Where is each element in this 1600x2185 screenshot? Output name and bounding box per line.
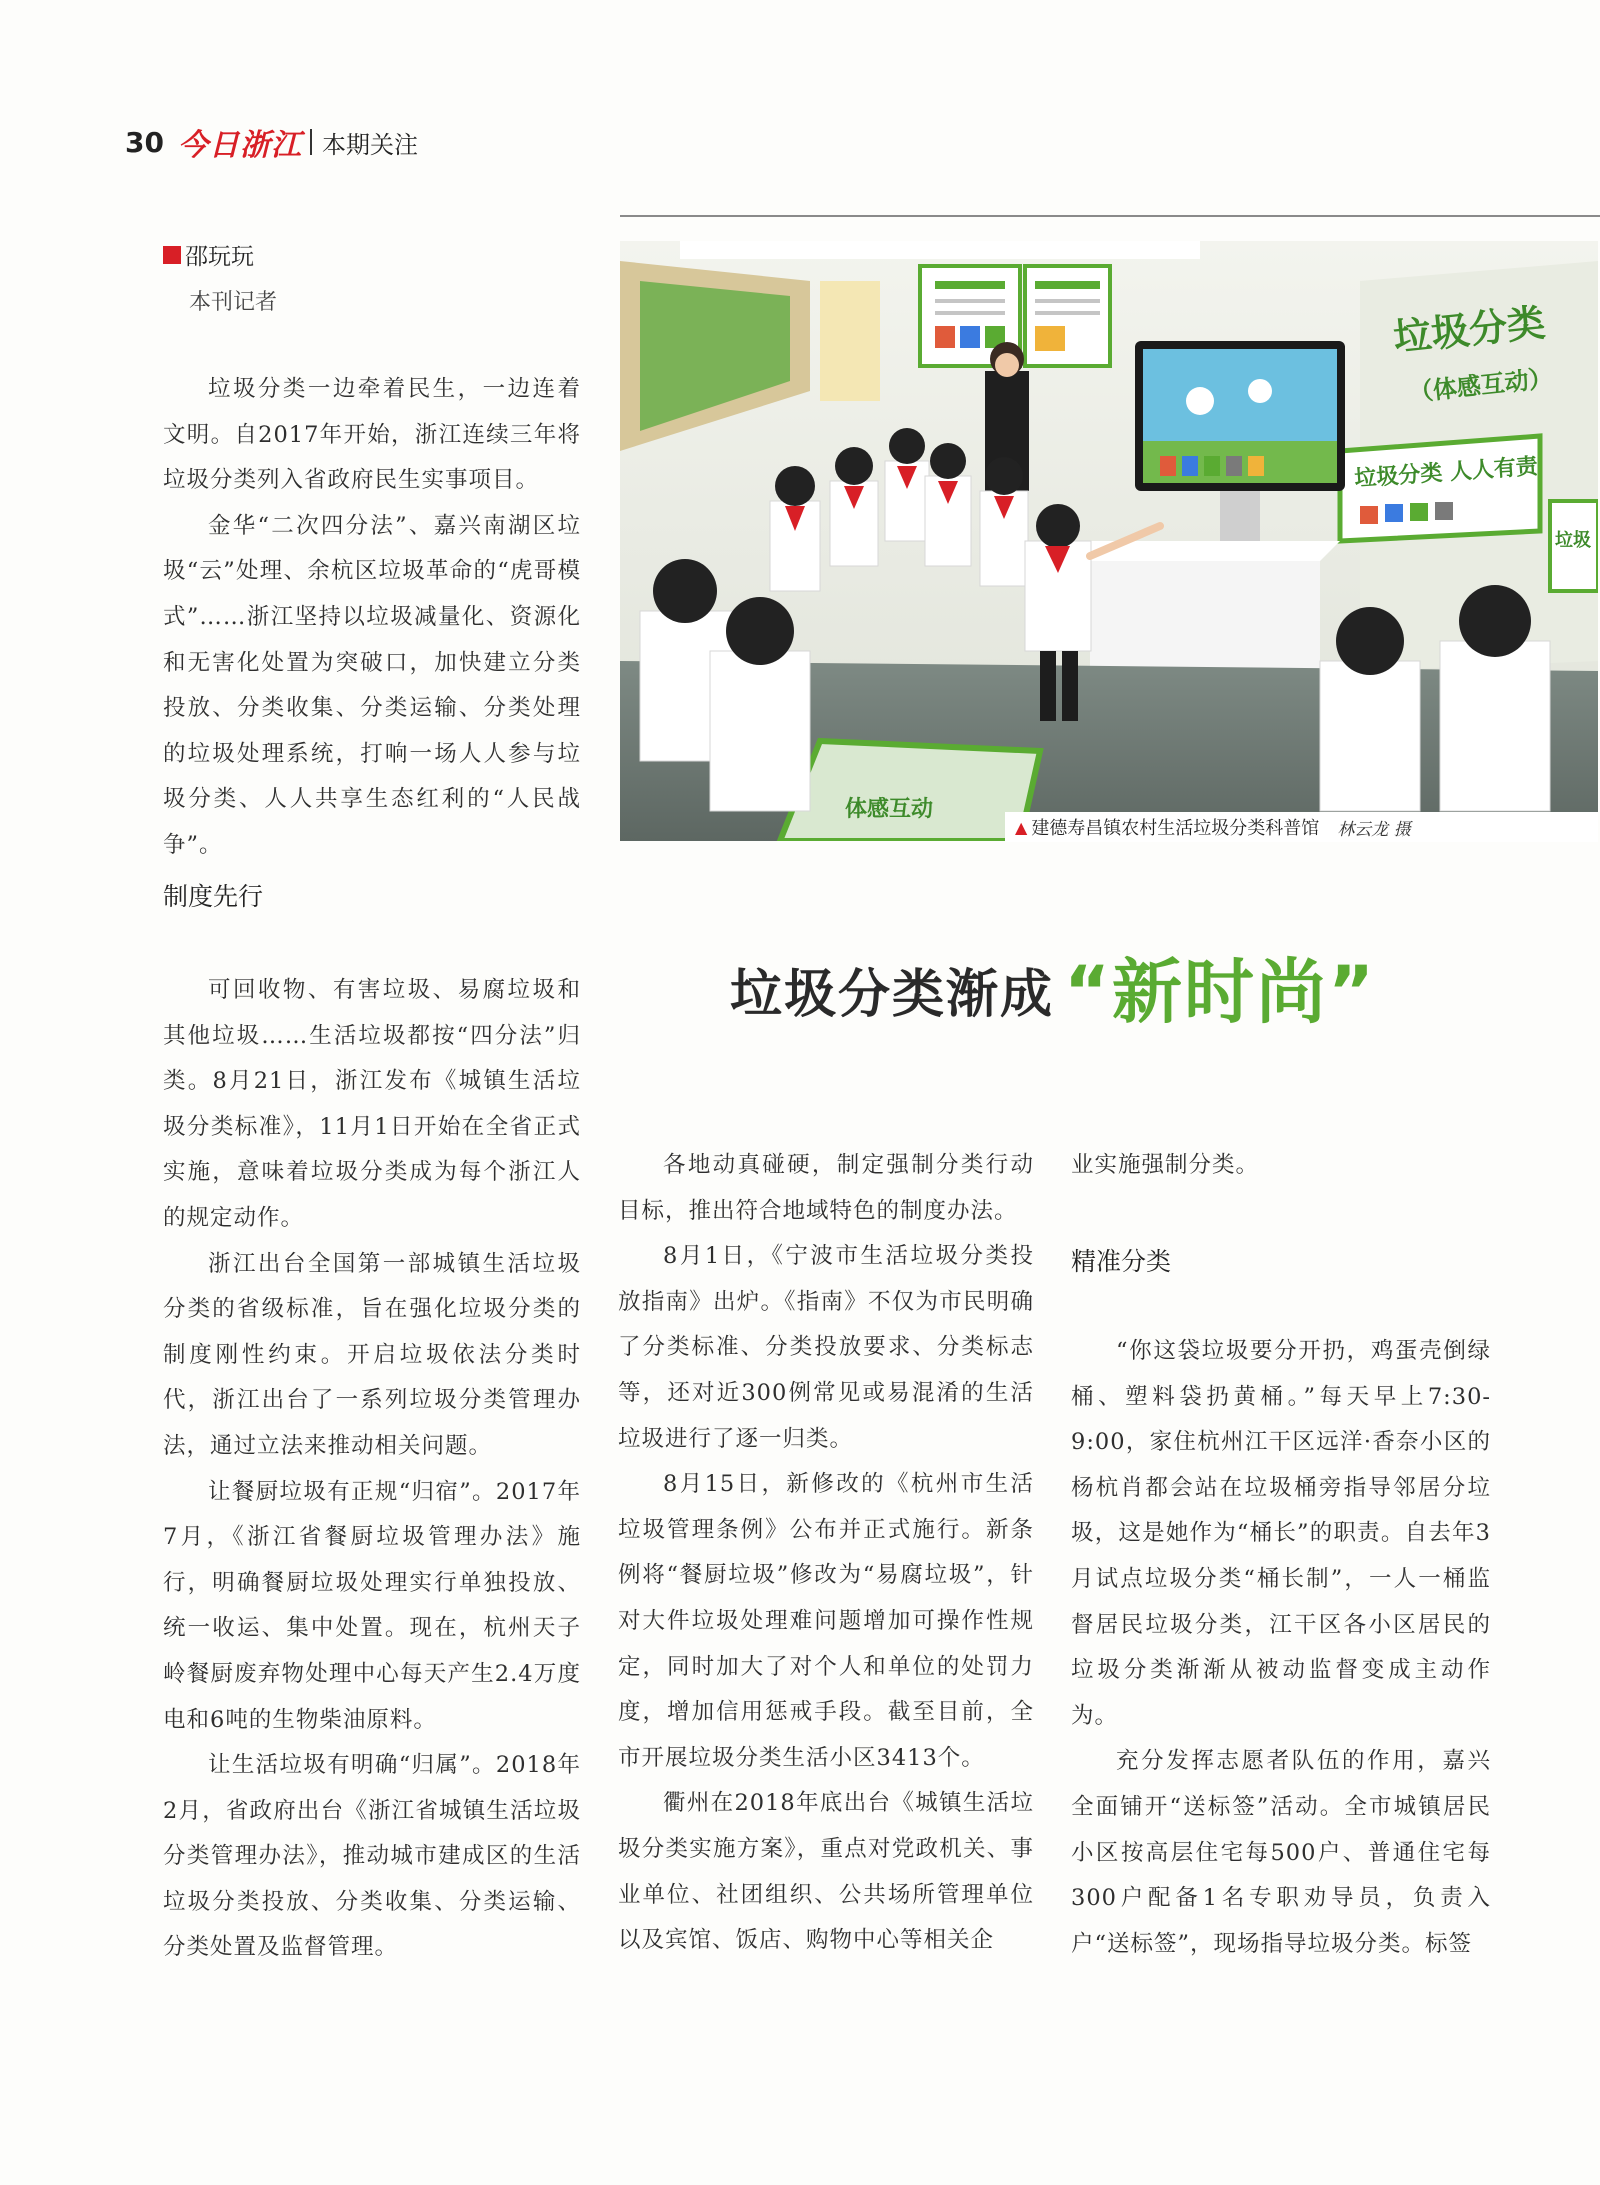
column-1: [163, 968, 581, 1971]
paragraph: 金华“二次四分法”、嘉兴南湖区垃圾“云”处理、余杭区垃圾革命的“虎哥模式”……浙江坚持以垃圾减量化、资源化和无害化处置为突破口，加快建立分类投放、分类收集、分类运输、分类处理的垃圾处理系统，打响一场人人参与垃圾分类、人人共享生态红利的“人民战争”。: [163, 512, 581, 858]
paragraph: 8月1日，《宁波市生活垃圾分类投放指南》出炉。《指南》不仅为市民明确了分类标准、分类投放要求、分类标志等，还对近300例常见或易混淆的生活垃圾进行了逐一归类。: [618, 1243, 1034, 1452]
magazine-logo: 今日浙江: [177, 128, 302, 163]
section-heading-zhidu: 制度先行: [163, 882, 264, 911]
column-3: [1071, 1329, 1491, 1967]
author-block: [163, 238, 277, 316]
caption-text: 建德寿昌镇农村生活垃圾分类科普馆: [1031, 818, 1320, 839]
paragraph: 8月15日，新修改的《杭州市生活垃圾管理条例》公布并正式施行。新条例将“餐厨垃圾”修改为“易腐垃圾”，针对大件垃圾处理难问题增加可操作性规定，同时加大了对个人和单位的处罚力度，增加信用惩戒手段。截至目前，全市开展垃圾分类生活小区3413个。: [618, 1471, 1034, 1771]
paragraph: 各地动真碰硬，制定强制分类行动目标，推出符合地域特色的制度办法。: [618, 1152, 1034, 1224]
red-square-icon: [163, 246, 181, 264]
sign-text-main: 垃圾分类: [1391, 300, 1548, 360]
floor-text: 体感互动: [845, 797, 934, 822]
column-2: [618, 1143, 1034, 1964]
paragraph: 垃圾分类一边牵着民生，一边连着文明。自2017年开始，浙江连续三年将垃圾分类列入省政府民生实事项目。: [163, 376, 581, 494]
classroom-photo-illustration: [620, 241, 1598, 841]
author-name-text: 邵玩玩: [185, 244, 254, 270]
edge-sign-text: 垃圾: [1555, 530, 1591, 551]
section-heading-jingzhun: 精准分类: [1071, 1247, 1172, 1276]
page-header: [125, 122, 418, 162]
section-name: 本期关注: [321, 130, 418, 159]
board-text: 垃圾分类 人人有责: [1353, 453, 1539, 492]
paragraph: 衢州在2018年底出台《城镇生活垃圾分类实施方案》，重点对党政机关、事业单位、社团组织、公共场所管理单位以及宾馆、饭店、购物中心等相关企: [618, 1790, 1034, 1954]
paragraph: 业实施强制分类。: [1071, 1152, 1260, 1178]
paragraph: 让餐厨垃圾有正规“归宿”。2017年7月，《浙江省餐厨垃圾管理办法》施行，明确餐厨垃圾处理实行单独投放、统一收运、集中处置。现在，杭州天子岭餐厨废弃物处理中心每天产生2.4万度电和6吨的生物柴油原料。: [163, 1478, 581, 1733]
paragraph: “你这袋垃圾要分开扔，鸡蛋壳倒绿桶、塑料袋扔黄桶。”每天早上7:30-9:00，家住杭州江干区远洋·香奈小区的杨杭肖都会站在垃圾桶旁指导邻居分垃圾，这是她作为“桶长”的职责。自去年3月试点垃圾分类“桶长制”，一人一桶监督居民垃圾分类，江干区各小区居民的垃圾分类渐渐从被动监督变成主动作为。: [1071, 1338, 1491, 1729]
header-divider: [310, 129, 312, 155]
title-main: 垃圾分类渐成: [730, 964, 1055, 1025]
photo-caption: [1005, 812, 1598, 842]
article-title: [730, 951, 1377, 1033]
title-accent: “新时尚”: [1064, 951, 1377, 1033]
sign-text-sub: （体感互动）: [1407, 364, 1554, 407]
column-3-continuation: [1071, 1143, 1491, 1189]
page-number: 30: [125, 125, 164, 159]
paragraph: 可回收物、有害垃圾、易腐垃圾和其他垃圾……生活垃圾都按“四分法”归类。8月21日，浙江发布《城镇生活垃圾分类标准》，11月1日开始在全省正式实施，意味着垃圾分类成为每个浙江人的规定动作。: [163, 977, 581, 1231]
triangle-icon: ▲: [1015, 817, 1028, 837]
author-name: [163, 238, 277, 271]
paragraph: 充分发挥志愿者队伍的作用，嘉兴全面铺开“送标签”活动。全市城镇居民小区按高层住宅每500户、普通住宅每300户配备1名专职劝导员，负责入户“送标签”，现场指导垃圾分类。标签: [1071, 1748, 1491, 1957]
article-photo: [620, 241, 1598, 841]
author-role: 本刊记者: [189, 290, 278, 315]
intro-text: [163, 367, 581, 869]
paragraph: 让生活垃圾有明确“归属”。2018年2月，省政府出台《浙江省城镇生活垃圾分类管理办法》，推动城市建成区的生活垃圾分类投放、分类收集、分类运输、分类处置及监督管理。: [163, 1752, 581, 1961]
top-rule: [620, 215, 1600, 217]
paragraph: 浙江出台全国第一部城镇生活垃圾分类的省级标准，旨在强化垃圾分类的制度刚性约束。开启垃圾依法分类时代，浙江出台了一系列垃圾分类管理办法，通过立法来推动相关问题。: [163, 1250, 581, 1459]
photo-credit: 林云龙 摄: [1337, 819, 1411, 840]
